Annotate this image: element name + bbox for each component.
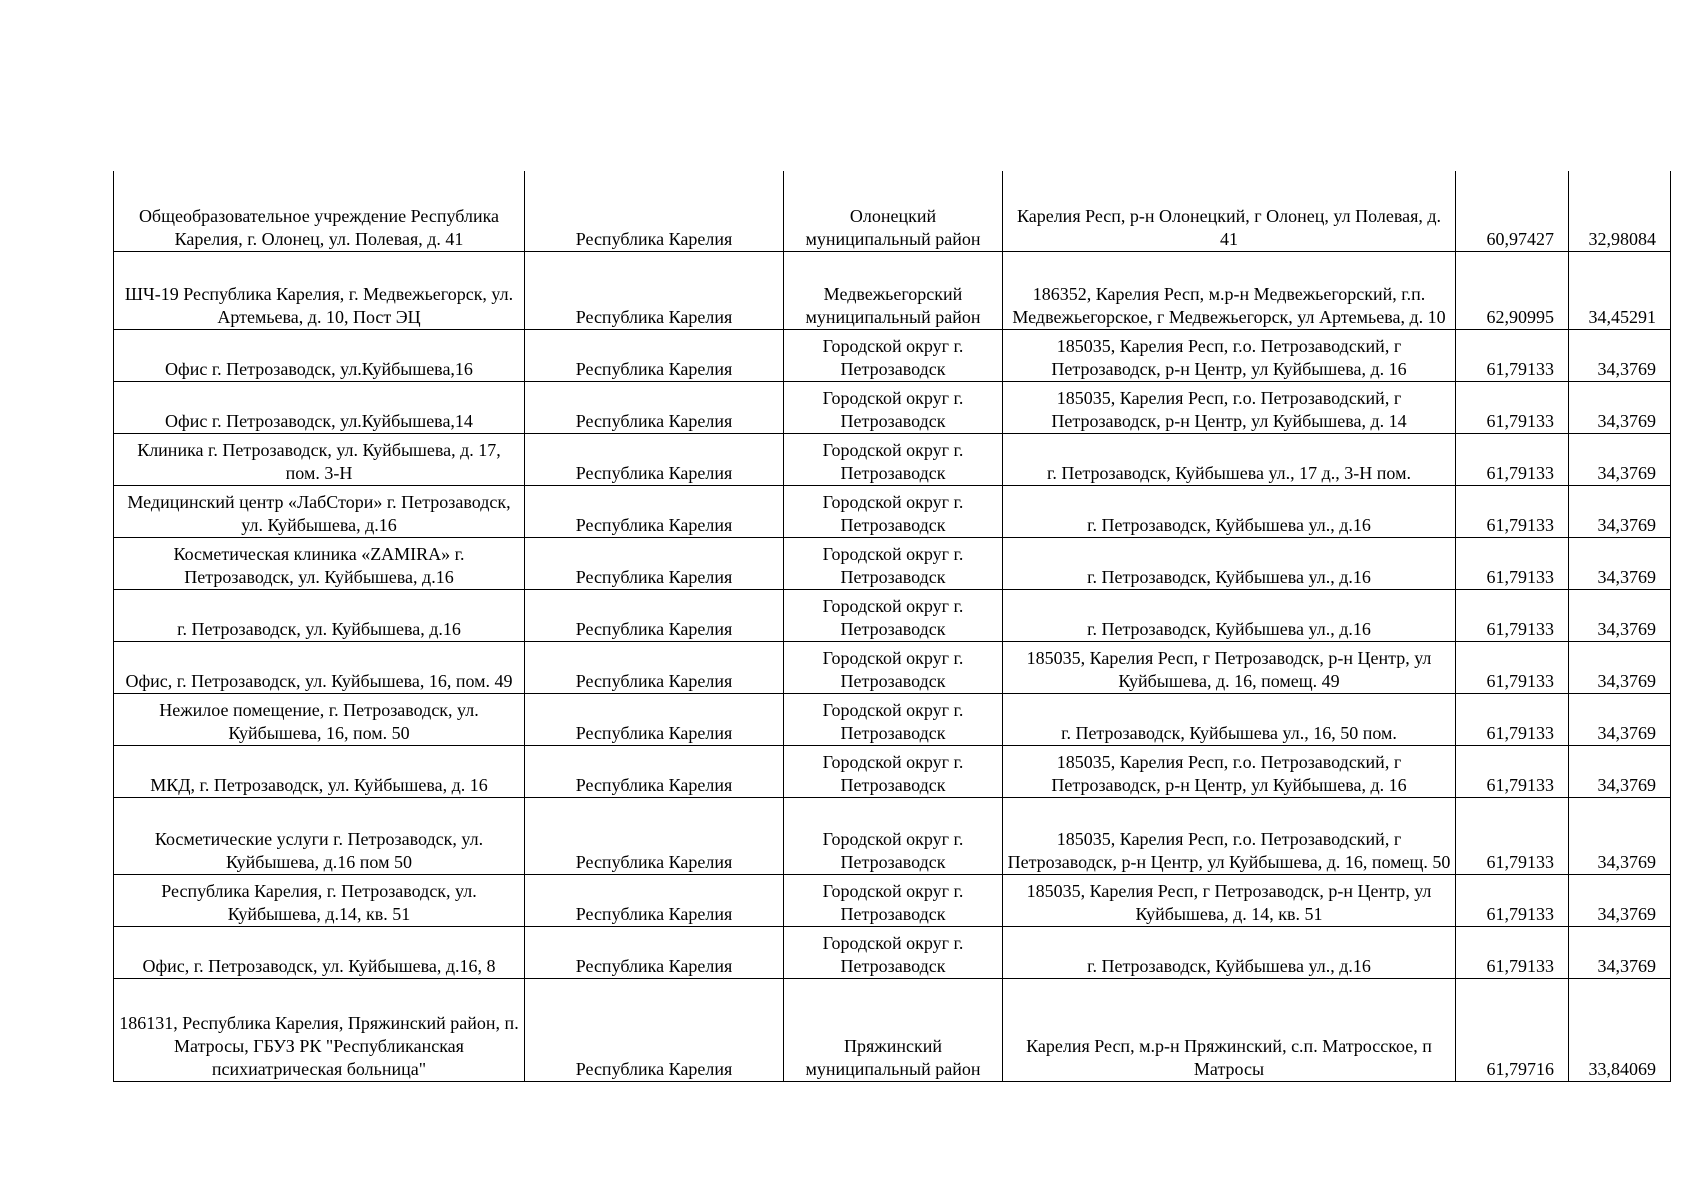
locations-table-body bbox=[114, 171, 1671, 1082]
cell-region: Республика Карелия bbox=[525, 927, 784, 979]
table-row bbox=[114, 746, 1671, 798]
table-row bbox=[114, 382, 1671, 434]
cell-longitude: 34,45291 bbox=[1569, 252, 1671, 330]
cell-latitude: 61,79133 bbox=[1456, 538, 1569, 590]
cell-latitude: 61,79133 bbox=[1456, 642, 1569, 694]
cell-address: 185035, Карелия Респ, г Петрозаводск, р-н Центр, ул Куйбышева, д. 16, помещ. 49 bbox=[1003, 642, 1456, 694]
cell-municipality: Городской округ г. Петрозаводск bbox=[784, 330, 1003, 382]
cell-longitude: 34,3769 bbox=[1569, 798, 1671, 875]
cell-latitude: 61,79133 bbox=[1456, 434, 1569, 486]
locations-table bbox=[113, 171, 1671, 1082]
cell-municipality: Пряжинский муниципальный район bbox=[784, 979, 1003, 1082]
cell-name: 186131, Республика Карелия, Пряжинский район, п. Матросы, ГБУЗ РК "Республиканская психиатрическая больница" bbox=[114, 979, 525, 1082]
cell-region: Республика Карелия bbox=[525, 746, 784, 798]
cell-latitude: 61,79133 bbox=[1456, 330, 1569, 382]
cell-region: Республика Карелия bbox=[525, 252, 784, 330]
cell-municipality: Городской округ г. Петрозаводск bbox=[784, 486, 1003, 538]
cell-address: г. Петрозаводск, Куйбышева ул., 16, 50 пом. bbox=[1003, 694, 1456, 746]
cell-longitude: 34,3769 bbox=[1569, 538, 1671, 590]
cell-latitude: 61,79133 bbox=[1456, 746, 1569, 798]
cell-address: 185035, Карелия Респ, г.о. Петрозаводский, г Петрозаводск, р-н Центр, ул Куйбышева, д. 14 bbox=[1003, 382, 1456, 434]
cell-municipality: Городской округ г. Петрозаводск bbox=[784, 382, 1003, 434]
cell-name: Общеобразовательное учреждение Республика Карелия, г. Олонец, ул. Полевая, д. 41 bbox=[114, 171, 525, 252]
table-row bbox=[114, 590, 1671, 642]
table-row bbox=[114, 434, 1671, 486]
cell-region: Республика Карелия bbox=[525, 382, 784, 434]
cell-region: Республика Карелия bbox=[525, 642, 784, 694]
cell-address: 185035, Карелия Респ, г.о. Петрозаводский, г Петрозаводск, р-н Центр, ул Куйбышева, д. 16 bbox=[1003, 746, 1456, 798]
table-row bbox=[114, 979, 1671, 1082]
cell-address: г. Петрозаводск, Куйбышева ул., д.16 bbox=[1003, 538, 1456, 590]
cell-address: Карелия Респ, р-н Олонецкий, г Олонец, ул Полевая, д. 41 bbox=[1003, 171, 1456, 252]
cell-longitude: 34,3769 bbox=[1569, 746, 1671, 798]
cell-longitude: 32,98084 bbox=[1569, 171, 1671, 252]
cell-longitude: 34,3769 bbox=[1569, 927, 1671, 979]
cell-region: Республика Карелия bbox=[525, 538, 784, 590]
cell-latitude: 61,79133 bbox=[1456, 694, 1569, 746]
cell-municipality: Городской округ г. Петрозаводск bbox=[784, 798, 1003, 875]
table-row bbox=[114, 642, 1671, 694]
cell-name: г. Петрозаводск, ул. Куйбышева, д.16 bbox=[114, 590, 525, 642]
cell-address: Карелия Респ, м.р-н Пряжинский, с.п. Матросское, п Матросы bbox=[1003, 979, 1456, 1082]
cell-name: МКД, г. Петрозаводск, ул. Куйбышева, д. 16 bbox=[114, 746, 525, 798]
cell-name: Офис, г. Петрозаводск, ул. Куйбышева, 16, пом. 49 bbox=[114, 642, 525, 694]
cell-region: Республика Карелия bbox=[525, 330, 784, 382]
table-row bbox=[114, 875, 1671, 927]
cell-name: Офис г. Петрозаводск, ул.Куйбышева,14 bbox=[114, 382, 525, 434]
cell-address: г. Петрозаводск, Куйбышева ул., д.16 bbox=[1003, 927, 1456, 979]
cell-address: 185035, Карелия Респ, г.о. Петрозаводский, г Петрозаводск, р-н Центр, ул Куйбышева, д. 16, помещ. 50 bbox=[1003, 798, 1456, 875]
cell-longitude: 34,3769 bbox=[1569, 694, 1671, 746]
cell-region: Республика Карелия bbox=[525, 694, 784, 746]
table-row bbox=[114, 927, 1671, 979]
cell-address: 185035, Карелия Респ, г.о. Петрозаводский, г Петрозаводск, р-н Центр, ул Куйбышева, д. 16 bbox=[1003, 330, 1456, 382]
cell-address: г. Петрозаводск, Куйбышева ул., 17 д., 3-Н пом. bbox=[1003, 434, 1456, 486]
cell-municipality: Олонецкий муниципальный район bbox=[784, 171, 1003, 252]
cell-latitude: 61,79133 bbox=[1456, 927, 1569, 979]
cell-longitude: 34,3769 bbox=[1569, 875, 1671, 927]
cell-name: Медицинский центр «ЛабСтори» г. Петрозаводск, ул. Куйбышева, д.16 bbox=[114, 486, 525, 538]
cell-name: Косметические услуги г. Петрозаводск, ул. Куйбышева, д.16 пом 50 bbox=[114, 798, 525, 875]
cell-name: Нежилое помещение, г. Петрозаводск, ул. Куйбышева, 16, пом. 50 bbox=[114, 694, 525, 746]
table-row bbox=[114, 330, 1671, 382]
cell-municipality: Городской округ г. Петрозаводск bbox=[784, 694, 1003, 746]
cell-name: ШЧ-19 Республика Карелия, г. Медвежьегорск, ул. Артемьева, д. 10, Пост ЭЦ bbox=[114, 252, 525, 330]
cell-latitude: 61,79133 bbox=[1456, 486, 1569, 538]
cell-name: Косметическая клиника «ZAMIRA» г. Петрозаводск, ул. Куйбышева, д.16 bbox=[114, 538, 525, 590]
cell-municipality: Медвежьегорский муниципальный район bbox=[784, 252, 1003, 330]
cell-latitude: 60,97427 bbox=[1456, 171, 1569, 252]
table-row bbox=[114, 538, 1671, 590]
cell-region: Республика Карелия bbox=[525, 798, 784, 875]
cell-region: Республика Карелия bbox=[525, 979, 784, 1082]
cell-name: Клиника г. Петрозаводск, ул. Куйбышева, д. 17, пом. 3-Н bbox=[114, 434, 525, 486]
cell-latitude: 61,79133 bbox=[1456, 382, 1569, 434]
cell-address: 186352, Карелия Респ, м.р-н Медвежьегорский, г.п. Медвежьегорское, г Медвежьегорск, ул Артемьева, д. 10 bbox=[1003, 252, 1456, 330]
cell-region: Республика Карелия bbox=[525, 486, 784, 538]
cell-region: Республика Карелия bbox=[525, 590, 784, 642]
cell-name: Республика Карелия, г. Петрозаводск, ул. Куйбышева, д.14, кв. 51 bbox=[114, 875, 525, 927]
cell-longitude: 34,3769 bbox=[1569, 642, 1671, 694]
cell-region: Республика Карелия bbox=[525, 875, 784, 927]
cell-municipality: Городской округ г. Петрозаводск bbox=[784, 875, 1003, 927]
cell-address: 185035, Карелия Респ, г Петрозаводск, р-н Центр, ул Куйбышева, д. 14, кв. 51 bbox=[1003, 875, 1456, 927]
cell-name: Офис, г. Петрозаводск, ул. Куйбышева, д.16, 8 bbox=[114, 927, 525, 979]
table-row bbox=[114, 252, 1671, 330]
cell-longitude: 34,3769 bbox=[1569, 486, 1671, 538]
cell-municipality: Городской округ г. Петрозаводск bbox=[784, 927, 1003, 979]
cell-longitude: 34,3769 bbox=[1569, 382, 1671, 434]
cell-municipality: Городской округ г. Петрозаводск bbox=[784, 642, 1003, 694]
cell-name: Офис г. Петрозаводск, ул.Куйбышева,16 bbox=[114, 330, 525, 382]
cell-address: г. Петрозаводск, Куйбышева ул., д.16 bbox=[1003, 486, 1456, 538]
cell-municipality: Городской округ г. Петрозаводск bbox=[784, 434, 1003, 486]
cell-latitude: 61,79133 bbox=[1456, 798, 1569, 875]
cell-latitude: 61,79133 bbox=[1456, 590, 1569, 642]
cell-region: Республика Карелия bbox=[525, 434, 784, 486]
cell-longitude: 34,3769 bbox=[1569, 434, 1671, 486]
cell-municipality: Городской округ г. Петрозаводск bbox=[784, 538, 1003, 590]
cell-municipality: Городской округ г. Петрозаводск bbox=[784, 746, 1003, 798]
table-row bbox=[114, 171, 1671, 252]
cell-region: Республика Карелия bbox=[525, 171, 784, 252]
cell-longitude: 34,3769 bbox=[1569, 330, 1671, 382]
table-row bbox=[114, 694, 1671, 746]
cell-longitude: 34,3769 bbox=[1569, 590, 1671, 642]
cell-municipality: Городской округ г. Петрозаводск bbox=[784, 590, 1003, 642]
cell-latitude: 61,79133 bbox=[1456, 875, 1569, 927]
cell-latitude: 61,79716 bbox=[1456, 979, 1569, 1082]
cell-latitude: 62,90995 bbox=[1456, 252, 1569, 330]
table-row bbox=[114, 798, 1671, 875]
table-row bbox=[114, 486, 1671, 538]
cell-address: г. Петрозаводск, Куйбышева ул., д.16 bbox=[1003, 590, 1456, 642]
cell-longitude: 33,84069 bbox=[1569, 979, 1671, 1082]
